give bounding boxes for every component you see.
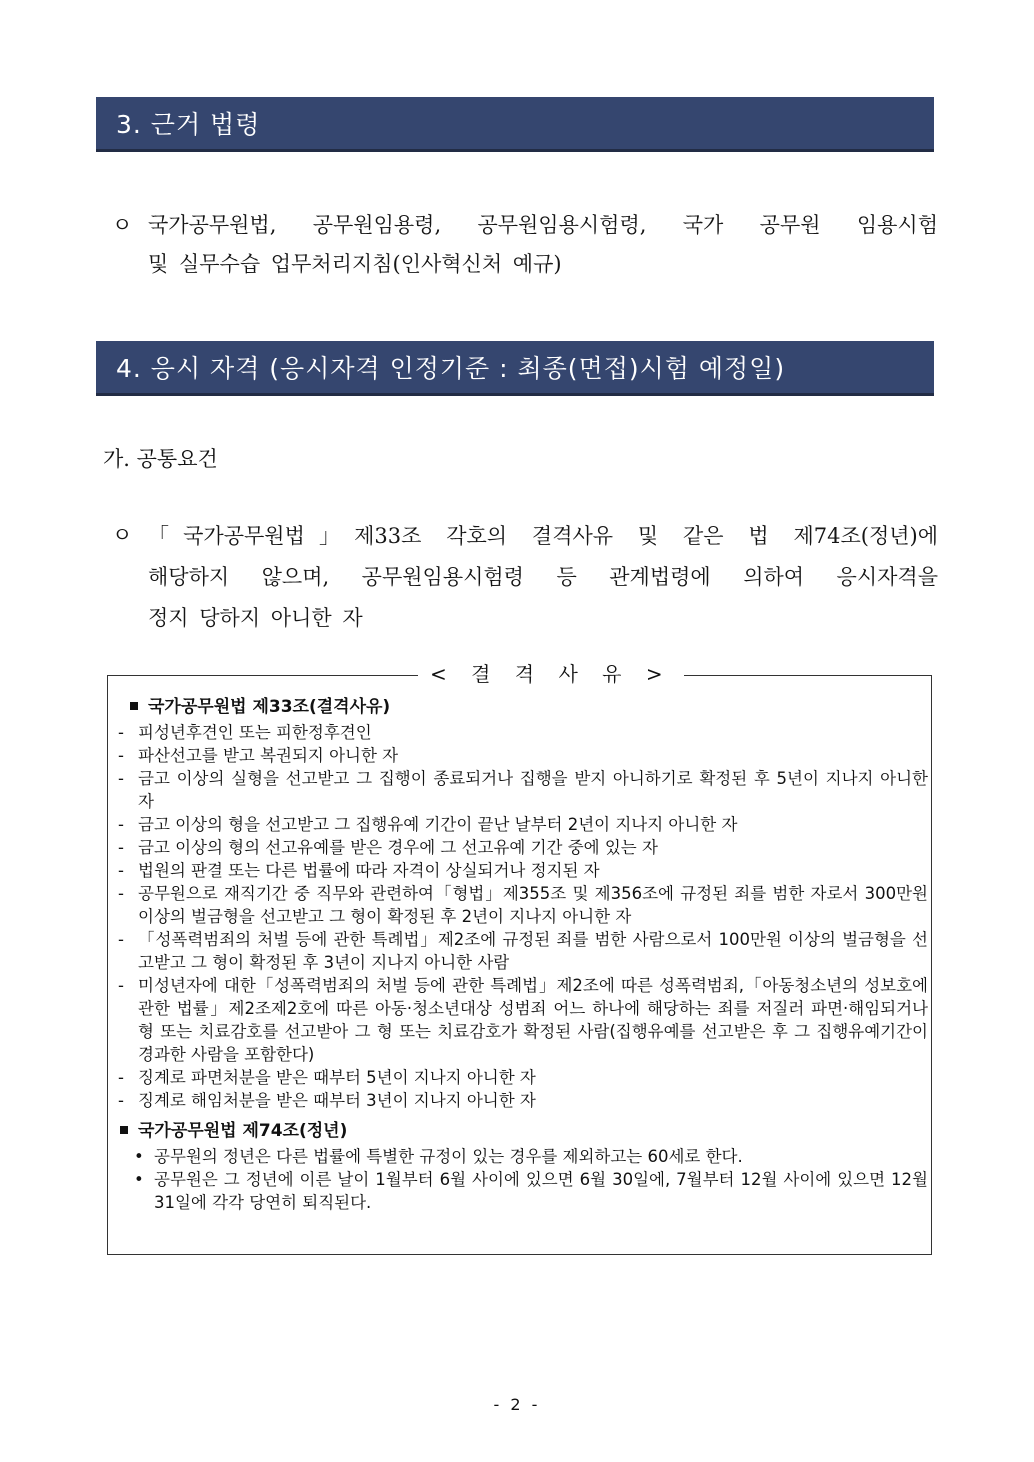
page-number: - 2 - — [493, 1395, 541, 1414]
list-item-text: 금고 이상의 형을 선고받고 그 집행유예 기간이 끝난 날부터 2년이 지나지 아니한 자 — [138, 815, 738, 834]
common-req-line-2: 해당하지 않으며, 공무원임용시험령 등 관계법령에 의하여 응시자격을 — [148, 565, 938, 589]
dash-bullet-icon: - — [118, 723, 124, 742]
dash-bullet-icon: - — [118, 769, 124, 788]
dash-bullet-icon: - — [118, 746, 124, 765]
law-74-heading — [116, 1120, 928, 1143]
list-item-text: 금고 이상의 형의 선고유예를 받은 경우에 그 선고유예 기간 중에 있는 자 — [138, 838, 658, 857]
list-item-text: 「성폭력범죄의 처벌 등에 관한 특례법」제2조에 규정된 죄를 범한 사람으로서 100만원 이상의 벌금형을 선고받고 그 형이 확정된 후 3년이 지나지 아니한 사람 — [138, 930, 928, 972]
law-basis-line-1: 국가공무원법, 공무원임용령, 공무원임용시험령, 국가 공무원 임용시험 — [148, 213, 938, 237]
list-item-text: 공무원으로 재직기간 중 직무와 관련하여「형법」제355조 및 제356조에 규정된 죄를 범한 자로서 300만원 이상의 벌금형을 선고받고 그 형이 확정된 후 2년이 지나지 아니한 자 — [138, 884, 928, 926]
list-item-text: 금고 이상의 실형을 선고받고 그 집행이 종료되거나 집행을 받지 아니하기로 확정된 후 5년이 지나지 아니한 자 — [138, 769, 928, 811]
dash-bullet-icon: - — [118, 861, 124, 880]
list-item-text: 피성년후견인 또는 피한정후견인 — [138, 723, 372, 742]
dash-bullet-icon: - — [118, 1068, 124, 1087]
list-item-text: 법원의 판결 또는 다른 법률에 따라 자격이 상실되거나 정지된 자 — [138, 861, 600, 880]
list-item — [116, 882, 928, 928]
law-basis-paragraph — [112, 206, 938, 284]
law-33-title: 국가공무원법 제33조(결격사유) — [148, 697, 391, 717]
common-requirements-paragraph — [112, 516, 938, 639]
law-74-title: 국가공무원법 제74조(정년) — [138, 1121, 348, 1141]
square-bullet-icon — [130, 702, 138, 710]
dash-bullet-icon: - — [118, 884, 124, 903]
section-4-header — [96, 341, 934, 396]
dash-bullet-icon: - — [118, 815, 124, 834]
common-req-line-3: 정지 당하지 아니한 자 — [148, 606, 363, 630]
list-item — [116, 974, 928, 1066]
circle-bullet-icon: ㅇ — [112, 213, 133, 237]
circle-bullet-icon: ㅇ — [112, 523, 133, 547]
dot-bullet-icon: • — [134, 1170, 144, 1189]
section-3-title: 3. 근거 법령 — [116, 110, 261, 139]
law-74-list — [116, 1145, 928, 1214]
list-item-text: 공무원은 그 정년에 이른 날이 1월부터 6월 사이에 있으면 6월 30일에, 7월부터 12월 사이에 있으면 12월 31일에 각각 당연히 퇴직된다. — [154, 1170, 928, 1212]
list-item — [116, 1168, 928, 1214]
law-33-heading — [116, 696, 928, 719]
list-item-text: 징계로 해임처분을 받은 때부터 3년이 지나지 아니한 자 — [138, 1091, 536, 1110]
list-item — [116, 1089, 928, 1112]
dash-bullet-icon: - — [118, 838, 124, 857]
dash-bullet-icon: - — [118, 930, 124, 949]
list-item-text: 공무원의 정년은 다른 법률에 특별한 규정이 있는 경우를 제외하고는 60세로 한다. — [154, 1147, 743, 1166]
law-basis-line-2: 및 실무수습 업무처리지침(인사혁신처 예규) — [148, 252, 562, 276]
dot-bullet-icon: • — [134, 1147, 144, 1166]
list-item — [116, 721, 928, 744]
list-item — [116, 928, 928, 974]
common-requirements-heading: 가. 공통요건 — [103, 447, 218, 471]
list-item — [116, 836, 928, 859]
section-4-title: 4. 응시 자격 (응시자격 인정기준 : 최종(면접)시험 예정일) — [116, 354, 786, 383]
common-req-line-1: 「국가공무원법」제33조 각호의 결격사유 및 같은 법 제74조(정년)에 — [148, 524, 938, 548]
list-item-text: 징계로 파면처분을 받은 때부터 5년이 지나지 아니한 자 — [138, 1068, 536, 1087]
list-item — [116, 744, 928, 767]
section-3-header — [96, 97, 934, 152]
dash-bullet-icon: - — [118, 1091, 124, 1110]
square-bullet-icon — [120, 1126, 128, 1134]
dash-bullet-icon: - — [118, 976, 124, 995]
list-item — [116, 1145, 928, 1168]
disqualification-box-title: < 결 격 사 유 > — [418, 659, 684, 689]
list-item — [116, 859, 928, 882]
list-item — [116, 767, 928, 813]
disqualification-content — [116, 696, 928, 1214]
list-item-text: 미성년자에 대한「성폭력범죄의 처벌 등에 관한 특례법」제2조에 따른 성폭력범죄,「아동청소년의 성보호에 관한 법률」제2조제2호에 따른 아동·청소년대상 성범죄 어느 하나에 해당하는 죄를 저질러 파면·해임되거나 형 또는 치료감호를 선고받아 그 형 또는 치료감호가 확정된 사람(집행유예를 선고받은 후 그 집행유예기간이 경과한 사람을 포함한다) — [138, 976, 928, 1064]
list-item — [116, 813, 928, 836]
list-item-text: 파산선고를 받고 복권되지 아니한 자 — [138, 746, 399, 765]
list-item — [116, 1066, 928, 1089]
law-33-list — [116, 721, 928, 1112]
